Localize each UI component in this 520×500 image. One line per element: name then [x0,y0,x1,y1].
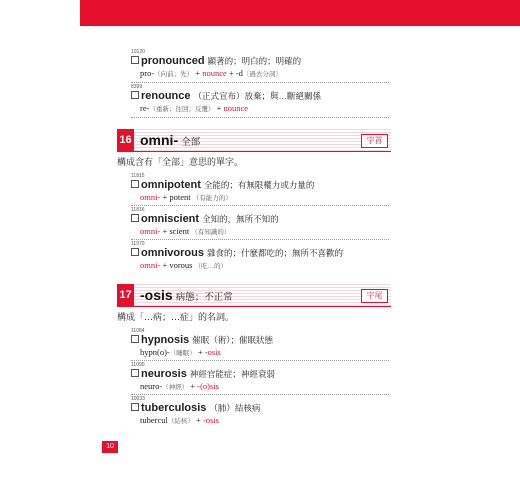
morpheme-text: + scient [160,226,192,236]
morpheme-text: re- [140,103,150,113]
morpheme-gloss: （吃…的） [194,263,228,270]
entry-parts [140,103,391,115]
vocab-entry [131,362,391,393]
checkbox-icon[interactable] [131,91,139,99]
entry-headline [131,55,391,68]
entry-definition: 雜食的；什麼都吃的；無所不喜歡的 [206,248,343,258]
entry-word: omnipotent [141,179,201,191]
vocab-entry [131,49,391,80]
entry-headline [131,402,391,415]
entry-headline [131,213,391,226]
morpheme-text: + vorous [160,260,195,270]
morpheme-text: + [195,347,205,357]
entry-parts [140,226,391,238]
morpheme-gloss: （睡眠） [169,350,196,357]
section-header [117,284,391,307]
entry-word: neurosis [141,368,187,380]
morpheme-text: neuro- [140,381,163,391]
entry-parts [140,415,391,427]
dotted-divider [131,117,389,118]
dotted-divider [131,394,389,395]
vocab-entry [131,396,391,427]
morpheme-text: + [188,381,198,391]
page-number: 10 [102,441,118,453]
top-red-band [80,0,520,26]
root-morpheme: nounce [202,68,227,78]
entry-word: tuberculosis [141,402,207,414]
vocab-entry [131,328,391,359]
section-title-meaning: 病態；不正常 [175,292,233,303]
entry-word: pronounced [141,55,205,67]
dotted-divider [131,82,389,83]
section-header [117,129,391,152]
vocab-entry [131,173,391,204]
entry-number: 10033 [131,396,145,402]
entry-number: 11816 [131,207,145,213]
section-number: 17 [117,284,134,307]
morpheme-text: + -d [226,68,243,78]
entry-number: 8399 [131,84,143,90]
section-tag: 字首 [361,134,388,148]
checkbox-icon[interactable] [131,369,139,377]
entry-definition: （正式宣布）放棄；與…斷絕關係 [193,91,322,101]
checkbox-icon[interactable] [131,214,139,222]
root-morpheme: omni- [140,226,161,236]
entry-word: omniscient [141,213,200,225]
entry-number: 11970 [131,241,145,247]
entry-number: 10120 [131,49,145,55]
entry-word: omnivorous [141,247,204,259]
entry-number: 11090 [131,362,145,368]
entry-headline [131,368,391,381]
section-description: 構成「…病；…症」的名詞。 [117,312,235,322]
section-title-word: -osis [140,287,173,303]
entry-headline [131,179,391,192]
vocab-entry [131,241,391,272]
morpheme-gloss: （重新；往回；反覆） [149,106,215,113]
entry-headline [131,247,391,260]
section-title-meaning: 全部 [181,137,201,148]
section-description: 構成含有「全部」意思的單字。 [117,157,244,167]
entry-number: 11084 [131,328,145,334]
checkbox-icon[interactable] [131,335,139,343]
checkbox-icon[interactable] [131,180,139,188]
entry-definition: （肺）結核病 [209,403,261,413]
morpheme-text: pro- [140,68,155,78]
morpheme-text: tubercul [140,415,168,425]
checkbox-icon[interactable] [131,56,139,64]
morpheme-text: + [214,103,224,113]
entry-definition: 催眠（術）；催眠狀態 [192,335,274,345]
section-tag: 字尾 [361,289,388,303]
dotted-divider [131,360,389,361]
entry-parts [140,192,391,204]
section-title-word: omni- [140,132,179,148]
section-underline [134,151,391,152]
entry-definition: 神經官能症；神經衰弱 [189,369,275,379]
entry-headline [131,334,391,347]
entry-parts [140,260,391,272]
root-morpheme: -osis [204,347,221,357]
root-morpheme: nounce [223,103,249,113]
entry-parts [140,68,391,80]
root-morpheme: -(o)sis [197,381,219,391]
morpheme-gloss: 〔過去分詞〕 [242,71,282,78]
checkbox-icon[interactable] [131,248,139,256]
section-title [140,132,200,151]
entry-definition: 顯著的；明白的；明確的 [207,56,302,66]
checkbox-icon[interactable] [131,403,139,411]
entry-parts [140,381,391,393]
morpheme-gloss: （有知識的） [191,229,231,236]
morpheme-text: + [193,68,203,78]
morpheme-gloss: （神經） [162,384,189,391]
vocab-entry [131,84,391,115]
section-underline [134,306,391,307]
entry-word: hypnosis [141,334,190,346]
morpheme-gloss: （向前；先） [154,71,194,78]
morpheme-gloss: （有能力的） [192,195,232,202]
morpheme-text: hypn(o)- [140,347,170,357]
entry-word: renounce [141,90,191,102]
root-morpheme: omni- [140,260,161,270]
entry-number: 11815 [131,173,145,179]
entry-definition: 全知的，無所不知的 [202,214,279,224]
morpheme-text: + [193,415,203,425]
root-morpheme: omni- [140,192,161,202]
morpheme-text: + potent [160,192,193,202]
section-title [140,287,233,306]
root-morpheme: -osis [202,415,219,425]
entry-parts [140,347,391,359]
section-number: 16 [117,129,134,152]
morpheme-gloss: （結核） [167,418,194,425]
entry-headline [131,90,391,103]
vocab-entry [131,207,391,238]
dotted-divider [131,239,389,240]
dotted-divider [131,205,389,206]
entry-definition: 全能的；有無限權力或力量的 [203,180,315,190]
